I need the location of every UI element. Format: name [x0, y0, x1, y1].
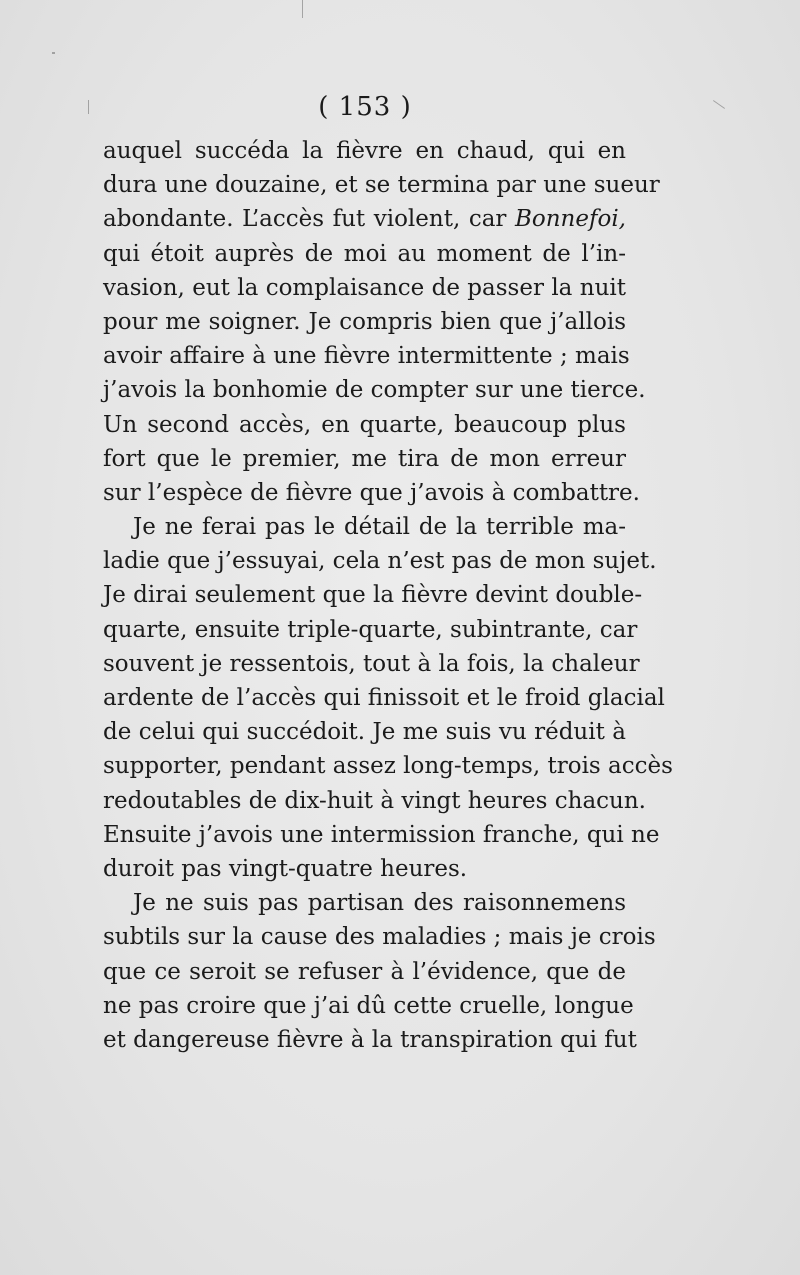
page-number: ( 153 ) [318, 92, 412, 122]
text-line: fort que le premier, me tira de mon erreur [103, 445, 626, 472]
body-text [103, 134, 673, 1057]
text-line: qui étoit auprès de moi au moment de l’in- [103, 240, 626, 267]
text-line: pour me soigner. Je compris bien que j’allois [103, 308, 626, 335]
text-line: ladie que j’essuyai, cela n’est pas de mon sujet. [103, 548, 657, 575]
text-line: que ce seroit se refuser à l’évidence, que de [103, 958, 626, 985]
text-line [103, 202, 626, 236]
text-line: redoutables de dix-huit à vingt heures chacun. [103, 787, 646, 814]
text-line: duroit pas vingt-quatre heures. [103, 855, 468, 882]
text-line: Je dirai seulement que la fièvre devint double- [103, 582, 643, 609]
text-line: Je ne suis pas partisan des raisonnemens [133, 890, 626, 917]
text-line: quarte, ensuite triple-quarte, subintrante, car [103, 616, 638, 643]
text-line: Un second accès, en quarte, beaucoup plus [103, 411, 626, 438]
text-line: et dangereuse fièvre à la transpiration qui fut [103, 1026, 637, 1053]
text-line: vasion, eut la complaisance de passer la nuit [103, 274, 626, 301]
text-line: souvent je ressentois, tout à la fois, la chaleur [103, 650, 640, 677]
scan-speck [302, 0, 303, 18]
person-name: Bonnefoi, [514, 206, 626, 233]
text-line: ne pas croire que j’ai dû cette cruelle, longue [103, 992, 634, 1019]
text-line: de celui qui succédoit. Je me suis vu réduit à [103, 719, 626, 746]
text-line: supporter, pendant assez long-temps, trois accès [103, 753, 673, 780]
text-segment: abondante. L’accès fut violent, car [103, 206, 515, 233]
text-line: Je ne ferai pas le détail de la terrible ma- [133, 514, 626, 541]
text-line: ardente de l’accès qui finissoit et le froid glacial [103, 685, 665, 711]
text-line: sur l’espèce de fièvre que j’avois à combattre. [103, 479, 640, 506]
text-line: dura une douzaine, et se termina par une sueur [103, 172, 660, 199]
scan-speck [52, 52, 55, 54]
text-line: subtils sur la cause des maladies ; mais je crois [103, 924, 656, 951]
text-line: Ensuite j’avois une intermission franche, qui ne [103, 821, 660, 848]
text-line: auquel succéda la fièvre en chaud, qui en [103, 138, 626, 164]
text-line: j’avois la bonhomie de compter sur une tierce. [103, 377, 646, 404]
text-line: avoir affaire à une fièvre intermittente ; mais [103, 343, 630, 370]
